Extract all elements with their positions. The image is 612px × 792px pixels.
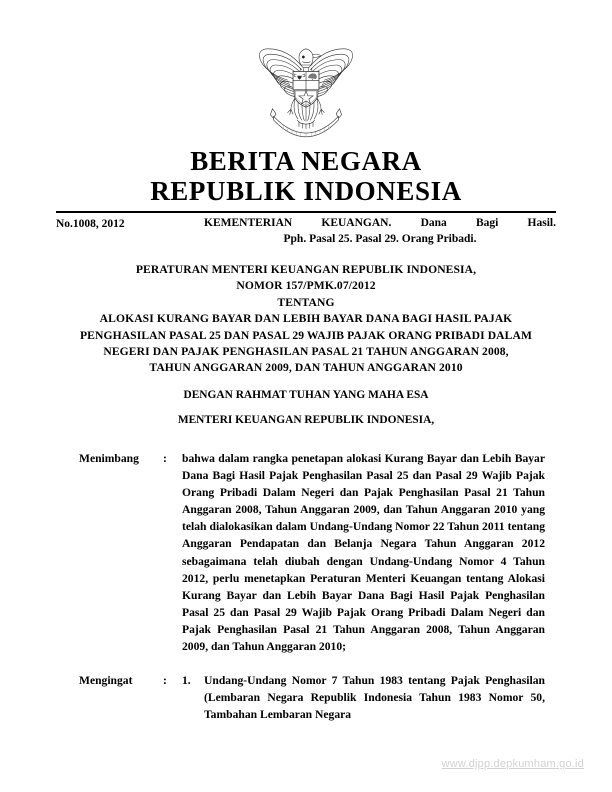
- mengingat-label: Mengingat: [79, 674, 133, 688]
- clause-mengingat: [0, 672, 612, 723]
- masthead: [0, 146, 612, 206]
- menimbang-label: Menimbang: [79, 452, 139, 465]
- mengingat-item-1: [182, 672, 545, 723]
- regulation-subject-line-1: ALOKASI KURANG BAYAR DAN LEBIH BAYAR DANA BAGI HASIL PAJAK: [99, 312, 513, 326]
- mengingat-item-1-text: Undang-Undang Nomor 7 Tahun 1983 tentang Pajak Penghasilan (Lembaran Negara Republik Indonesia Tahun 1983 Nomor 50, Tambahan Lembaran Negara: [204, 674, 545, 722]
- emblem-container: [0, 38, 612, 146]
- footer-watermark-url: www.djpp.depkumham.go.id: [441, 758, 584, 770]
- regulation-title-block: [40, 262, 572, 377]
- mengingat-item-1-marker: 1.: [182, 674, 191, 688]
- menimbang-text: bahwa dalam rangka penetapan alokasi Kurang Bayar dan Lebih Bayar Dana Bagi Hasil Pajak Penghasilan Pasal 25 dan Pasal 29 Wajib Pajak Orang Pribadi Dalam Negeri dan Pajak Penghasilan Pasal 21 Tahun Anggaran 2008, Tahun Anggaran 2009, dan Tahun Anggaran 2010 yang telah dialokasikan dalam Undang-Undang Nomor 22 Tahun 2011 tentang Anggaran Pendapatan dan Belanja Negara Tahun Anggaran 2012 sebagaimana telah diubah dengan Undang-Undang Nomor 4 Tahun 2012, perlu menetapkan Peraturan Menteri Keuangan tentang Alokasi Kurang Bayar dan Lebih Bayar Dana Bagi Hasil Pajak Penghasilan Pasal 25 dan Pasal 29 Wajib Pajak Orang Pribadi Dalam Negeri dan Pajak Penghasilan Pasal 21 Tahun Anggaran 2008, Tahun Anggaran 2009, dan Tahun Anggaran 2010;: [182, 452, 545, 654]
- gazette-subject-line-2: Pph. Pasal 25. Pasal 29. Orang Pribadi.: [283, 232, 477, 245]
- invocation-line: DENGAN RAHMAT TUHAN YANG MAHA ESA: [183, 389, 429, 401]
- gazette-number: No.1008, 2012: [56, 218, 125, 230]
- masthead-line-2: REPUBLIK INDONESIA: [150, 176, 462, 206]
- minister-line: MENTERI KEUANGAN REPUBLIK INDONESIA,: [177, 414, 435, 426]
- gazette-subject-line-1: KEMENTERIAN KEUANGAN. Dana Bagi Hasil.: [204, 217, 556, 229]
- masthead-line-1: BERITA NEGARA: [190, 146, 422, 176]
- gazette-subject: [204, 216, 556, 247]
- garuda-pancasila-emblem: [252, 38, 360, 146]
- header-divider: [56, 211, 556, 213]
- clause-menimbang: [0, 450, 612, 655]
- regulation-subject-line-4: TAHUN ANGGARAN 2009, DAN TAHUN ANGGARAN 2010: [149, 361, 463, 375]
- clause-list: [0, 450, 612, 740]
- invocation-block: [40, 383, 572, 433]
- regulation-about-label: TENTANG: [277, 295, 335, 309]
- mengingat-items: [182, 672, 545, 723]
- regulation-subject-line-3: NEGERI DAN PAJAK PENGHASILAN PASAL 21 TAHUN ANGGARAN 2008,: [103, 345, 509, 359]
- regulation-number: NOMOR 157/PMK.07/2012: [236, 279, 376, 293]
- mengingat-colon: :: [163, 674, 167, 688]
- menimbang-colon: :: [163, 452, 167, 465]
- gazette-header: [56, 216, 556, 247]
- regulation-issuer: PERATURAN MENTERI KEUANGAN REPUBLIK INDONESIA,: [135, 263, 477, 276]
- regulation-subject-line-2: PENGHASILAN PASAL 25 DAN PASAL 29 WAJIB PAJAK ORANG PRIBADI DALAM: [79, 328, 533, 342]
